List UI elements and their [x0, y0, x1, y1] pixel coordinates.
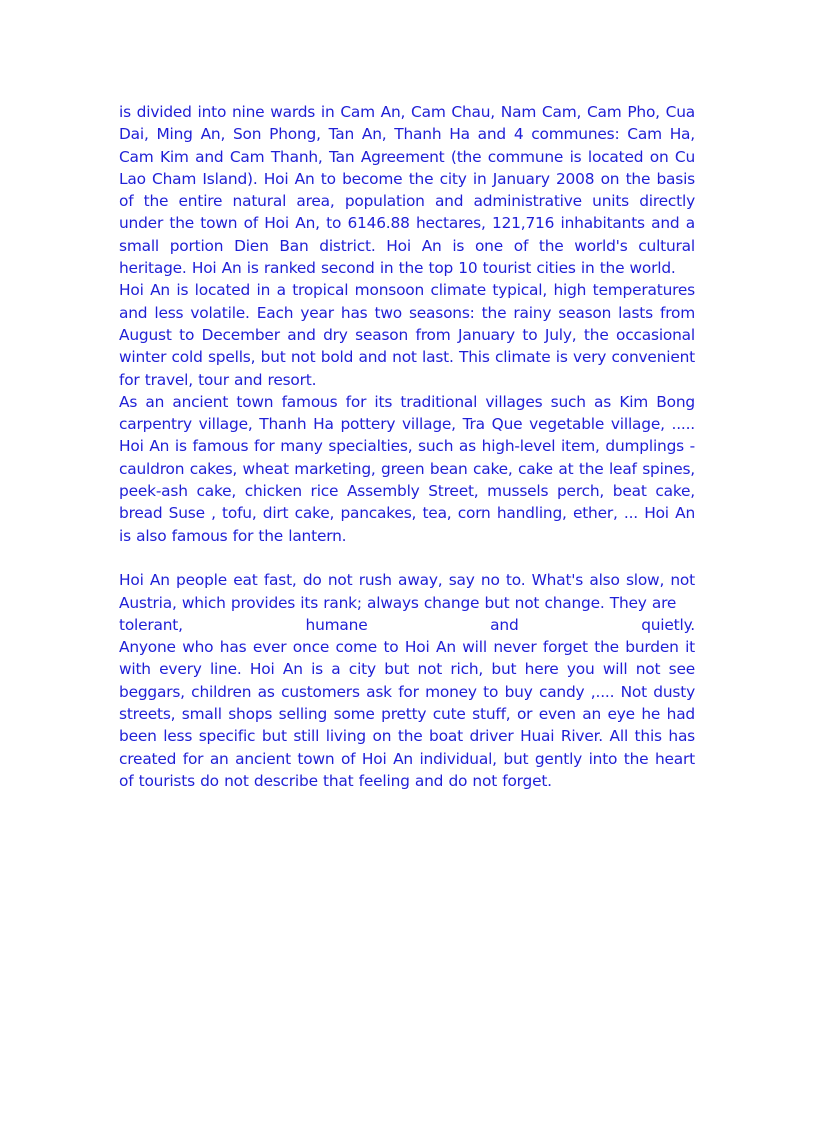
and-word: and: [490, 615, 519, 634]
tolerant-line: [119, 614, 695, 636]
humane-word: humane: [305, 615, 368, 634]
paragraph-wards: is divided into nine wards in Cam An, Cam Chau, Nam Cam, Cam Pho, Cua Dai, Ming An, Son Phong, Tan An, Thanh Ha and 4 communes: Cam Ha, Cam Kim and Cam Thanh, Tan Agreement (the commune is located on Cu Lao Cham Island). Hoi An to become the city in January 2008 on the basis of the entire natural area, population and administrative units directly under the town of Hoi An, to 6146.88 hectares, 121,716 inhabitants and a small portion Dien Ban district. Hoi An is one of the world's cultural heritage. Hoi An is ranked second in the top 10 tourist cities in the world.: [119, 103, 695, 278]
quietly-word: quietly.: [641, 615, 695, 634]
paragraph-people: Hoi An people eat fast, do not rush away, say no to. What's also slow, not Austria, which provides its rank; always change but not change. They are: [119, 571, 695, 612]
paragraph-specialties: As an ancient town famous for its traditional villages such as Kim Bong carpentry village, Thanh Ha pottery village, Tra Que vegetable village, ..... Hoi An is famous for many specialties, such as high-level item, dumplings - cauldron cakes, wheat marketing, green bean cake, cake at the leaf spines, peek-ash cake, chicken rice Assembly Street, mussels perch, beat cake, bread Suse , tofu, dirt cake, pancakes, tea, corn handling, ether, ... Hoi An is also famous for the lantern.: [119, 392, 695, 545]
paragraph-gap: [119, 547, 695, 569]
tolerant-word: tolerant,: [119, 615, 183, 634]
paragraph-visitors: Anyone who has ever once come to Hoi An will never forget the burden it with every line. Hoi An is a city but not rich, but here you will not see beggars, children as customers ask for money to buy candy ,.... Not dusty streets, small shops selling some pretty cute stuff, or even an eye he had been less specific but still living on the boat driver Huai River. All this has created for an ancient town of Hoi An individual, but gently into the heart of tourists do not describe that feeling and do not forget.: [119, 638, 695, 790]
document-page: [119, 101, 695, 792]
paragraph-climate: Hoi An is located in a tropical monsoon climate typical, high temperatures and less volatile. Each year has two seasons: the rainy season lasts from August to December and dry season from January to July, the occasional winter cold spells, but not bold and not last. This climate is very convenient for travel, tour and resort.: [119, 281, 695, 389]
